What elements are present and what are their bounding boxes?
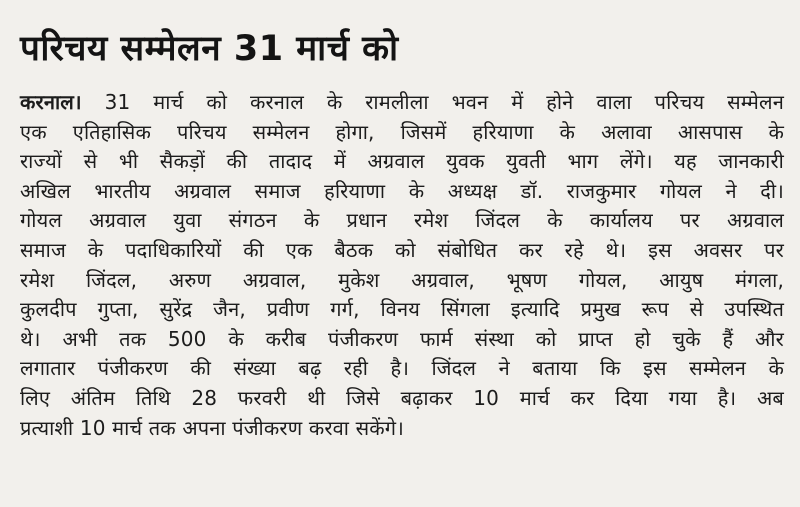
headline: परिचय सम्मेलन 31 मार्च को — [20, 29, 399, 69]
article-line-1 — [20, 88, 784, 118]
article-line-4: अखिल भारतीय अग्रवाल समाज हरियाणा के अध्यक्ष डॉ. राजकुमार गोयल ने दी। — [20, 178, 784, 203]
article-line-8: कुलदीप गुप्ता, सुरेंद्र जैन, प्रवीण गर्ग, विनय सिंगला इत्यादि प्रमुख रूप से उपस्थित — [20, 297, 784, 322]
article-body — [20, 88, 784, 443]
article-line-1-text: 31 मार्च को करनाल के रामलीला भवन में होने वाला परिचय सम्मेलन — [81, 90, 784, 114]
article-line-11: लिए अंतिम तिथि 28 फरवरी थी जिसे बढ़ाकर 10 मार्च कर दिया गया है। अब — [20, 385, 784, 410]
article-line-7: रमेश जिंदल, अरुण अग्रवाल, मुकेश अग्रवाल, भूषण गोयल, आयुष मंगला, — [20, 267, 784, 292]
article-line-10: लगातार पंजीकरण की संख्या बढ़ रही है। जिंदल ने बताया कि इस सम्मेलन के — [20, 356, 784, 381]
article-line-5: गोयल अग्रवाल युवा संगठन के प्रधान रमेश जिंदल के कार्यालय पर अग्रवाल — [20, 208, 784, 233]
article-line-3: राज्यों से भी सैकड़ों की तादाद में अग्रवाल युवक युवती भाग लेंगे। यह जानकारी — [20, 149, 784, 174]
article-line-6: समाज के पदाधिकारियों की एक बैठक को संबोधित कर रहे थे। इस अवसर पर — [20, 237, 784, 262]
dateline: करनाल। — [20, 90, 82, 114]
article-line-9: थे। अभी तक 500 के करीब पंजीकरण फार्म संस्था को प्राप्त हो चुके हैं और — [20, 326, 784, 351]
article-line-2: एक एतिहासिक परिचय सम्मेलन होगा, जिसमें हरियाणा के अलावा आसपास के — [20, 119, 784, 144]
article-line-12: प्रत्याशी 10 मार्च तक अपना पंजीकरण करवा सकेंगे। — [20, 415, 404, 440]
